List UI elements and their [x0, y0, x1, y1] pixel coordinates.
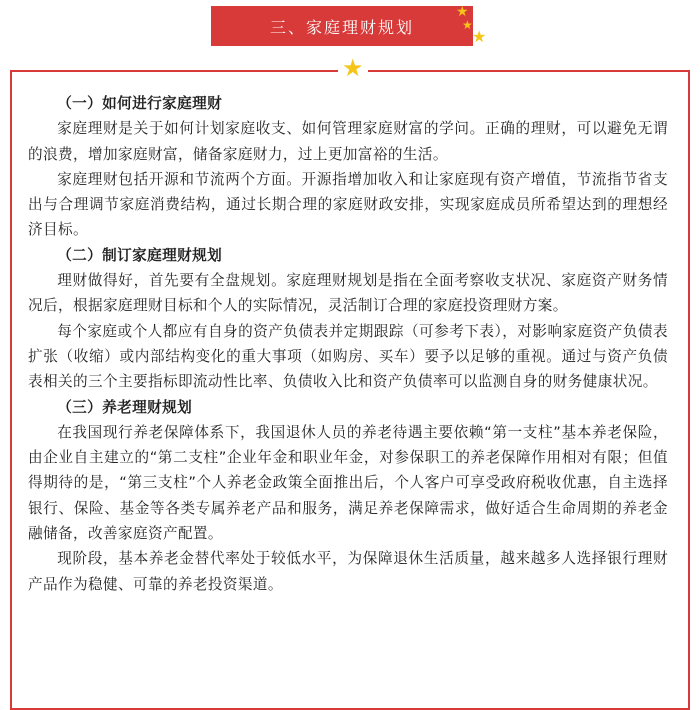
- star-icon: ★: [456, 4, 469, 20]
- paragraph: 在我国现行养老保障体系下，我国退休人员的养老待遇主要依赖“第一支柱”基本养老保险，由企业自主建立的“第二支柱”企业年金和职业年金，对参保职工的养老保障作用相对有限；但值得期待的是，“第三支柱”个人养老金政策全面推出后，个人客户可享受政府税收优惠，自主选择银行、保险、基金等各类专属养老产品和服务，满足养老保障需求，做好适合生命周期的养老金融储备，改善家庭资产配置。: [28, 423, 668, 543]
- paragraph: 理财做得好，首先要有全盘规划。家庭理财规划是指在全面考察收支状况、家庭资产财务情况后，根据家庭理财目标和个人的实际情况，灵活制订合理的家庭投资理财方案。: [28, 272, 668, 315]
- paragraph: 每个家庭或个人都应有自身的资产负债表并定期跟踪（可参考下表），对影响家庭资产负债表扩张（收缩）或内部结构变化的重大事项（如购房、买车）要予以足够的重视。通过与资产负债表相关的三个主要指标即流动性比率、负债收入比和资产负债率可以监测自身的财务健康状况。: [28, 322, 668, 391]
- banner-title: 三、家庭理财规划: [269, 17, 414, 37]
- star-icon: ★: [472, 27, 487, 46]
- star-icon: ★: [338, 56, 368, 80]
- section-heading: （三）养老理财规划: [57, 398, 193, 416]
- paragraph: 家庭理财包括开源和节流两个方面。开源指增加收入和让家庭现有资产增值，节流指节省支出与合理调节家庭消费结构，通过长期合理的家庭财政安排，实现家庭成员所希望达到的理想经济目标。: [28, 170, 668, 239]
- star-icon: ★: [462, 18, 473, 32]
- section-heading: （一）如何进行家庭理财: [57, 95, 223, 112]
- article-body: [28, 91, 668, 597]
- section-banner: [211, 6, 473, 46]
- paragraph: 现阶段，基本养老金替代率处于较低水平，为保障退休生活质量，越来越多人选择银行理财产品作为稳健、可靠的养老投资渠道。: [28, 550, 668, 593]
- paragraph: 家庭理财是关于如何计划家庭收支、如何管理家庭财富的学问。正确的理财，可以避免无谓的浪费，增加家庭财富，储备家庭财力，过上更加富裕的生活。: [28, 120, 668, 163]
- section-heading: （二）制订家庭理财规划: [57, 246, 223, 264]
